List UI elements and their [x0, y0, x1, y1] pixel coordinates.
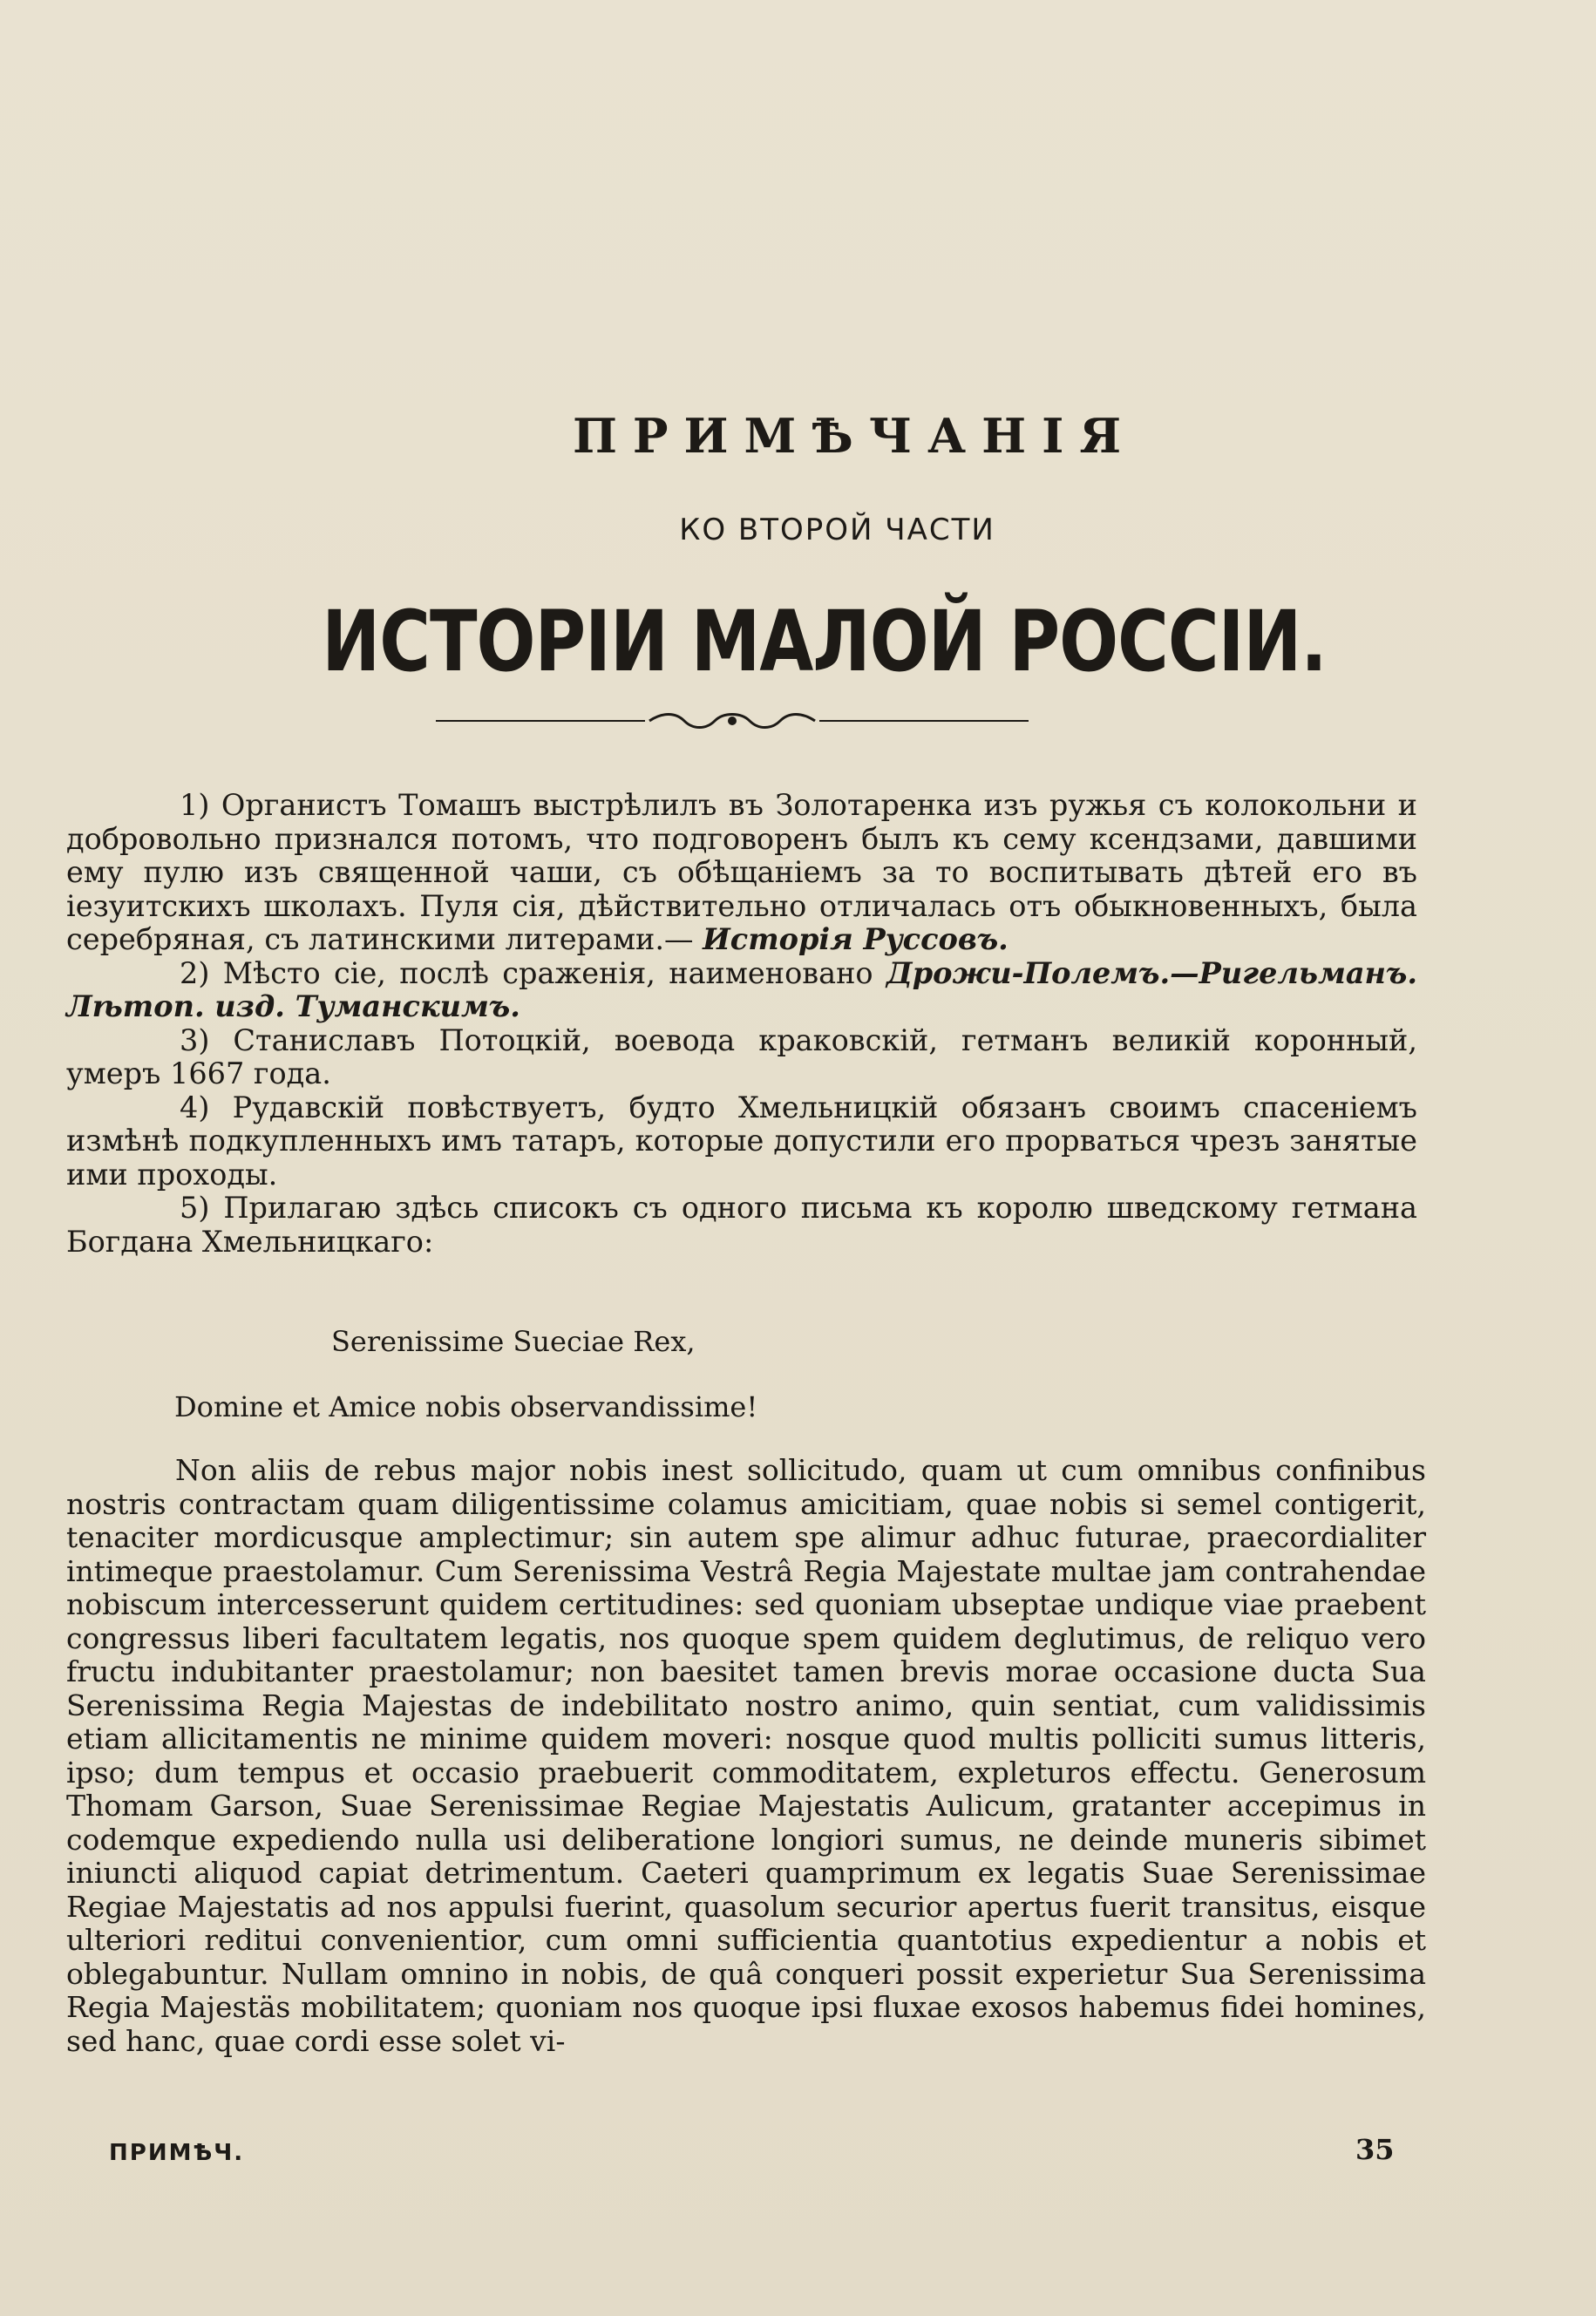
- footer-signature: ПРИМѢЧ.: [109, 2140, 245, 2166]
- page-subtitle: КО ВТОРОЙ ЧАСТИ: [679, 513, 995, 547]
- letter-address: Domine et Amice nobis observandissime!: [174, 1390, 758, 1423]
- page-number: 35: [1355, 2133, 1395, 2166]
- letter-text: Non aliis de rebus major nobis inest sollicitudo, quam ut cum omnibus confinibus nostris contractam quam diligentissime colamus amicitiam, quae nobis si semel contigerit, tenaciter mordicusque amplectimur; sin autem spe alimur adhuc futurae, praecordialiter intimeque praestolamur. Cum Serenissima Vestrâ Regia Majestate multae jam contrahendae nobiscum intercesserunt quidem certitudines: sed quoniam ubseptae undique viae praebent congressus liberi facultatem legatis, nos quoque spem quidem deglutimus, de reliquo vero fructu indubitanter praestolamur; non baesitet tamen brevis morae occasione ducta Sua Serenissima Regia Majestas de indebilitato nostro animo, quin sentiat, cum validissimis etiam allicitamentis ne minime quidem moveri: nosque quod multis polliciti sumus litteris, ipso; dum tempus et occasio praebuerit commoditatem, expleturos effectu. Generosum Thomam Garson, Suae Serenissimae Regiae Majestatis Aulicum, gratanter accepimus in codemque expediendo nulla usi deliberatione longiori sumus, ne deinde muneris sibimet iniuncti aliquod capiat detrimentum. Caeteri quamprimum ex legatis Suae Serenissimae Regiae Majestatis ad nos appulsi fuerint, quasolum securior apertus fuerit transitus, eisque ulteriori reditui convenientior, cum omni sufficientia quantotius expedientur a nobis et oblegabuntur. Nullam omnino in nobis, de quâ conqueri possit experietur Sua Serenissima Regia Majestäs mobilitatem; quoniam nos quoque ipsi fluxae exosos habemus fidei homines, sed hanc, quae cordi esse solet vi-: [66, 1453, 1426, 2058]
- letter-salutation: Serenissime Sueciae Rex,: [331, 1325, 696, 1358]
- main-title: ИСТОРІИ МАЛОЙ РОССІИ.: [322, 593, 1327, 690]
- note-1-source: Исторія Руссовъ.: [703, 922, 1009, 956]
- note-3: 3) Станиславъ Потоцкій, воевода краковскій, гетманъ великій коронный, умеръ 1667 года.: [66, 1022, 1417, 1090]
- note-4: 4) Рудавскій повѣствуетъ, будто Хмельницкій обязанъ своимъ спасеніемъ измѣнѣ подкупленныхъ имъ татаръ, которые допустили его прорваться чрезъ занятые ими проходы.: [66, 1090, 1417, 1192]
- notes-section: [66, 789, 1417, 1259]
- note-1: 1) Органистъ Томашъ выстрѣлилъ въ Золотаренка изъ ружья съ колокольни и добровольно признался потомъ, что подговоренъ былъ къ сему ксендзами, давшими ему пулю изъ священной чаши, съ обѣщаніемъ за то воспитывать дѣтей его въ іезуитскихъ школахъ. Пуля сія, дѣйствительно отличалась отъ обыкновенныхъ, была серебряная, съ латинскими литерами.— Исторія Руссовъ.: [66, 788, 1417, 956]
- page-title: ПРИМѢЧАНІЯ: [572, 408, 1138, 464]
- note-5: 5) Прилагаю здѣсь списокъ съ одного письма къ королю шведскому гетмана Богдана Хмельницкаго:: [66, 1191, 1417, 1259]
- note-2-source: Дрожи-Полемъ.—Ригельманъ. Лѣтоп. изд. Туманскимъ.: [66, 955, 1417, 1023]
- note-2: 2) Мѣсто сіе, послѣ сраженія, наименовано Дрожи-Полемъ.—Ригельманъ. Лѣтоп. изд. Туманскимъ.: [66, 955, 1417, 1023]
- ornamental-divider: [436, 708, 1029, 734]
